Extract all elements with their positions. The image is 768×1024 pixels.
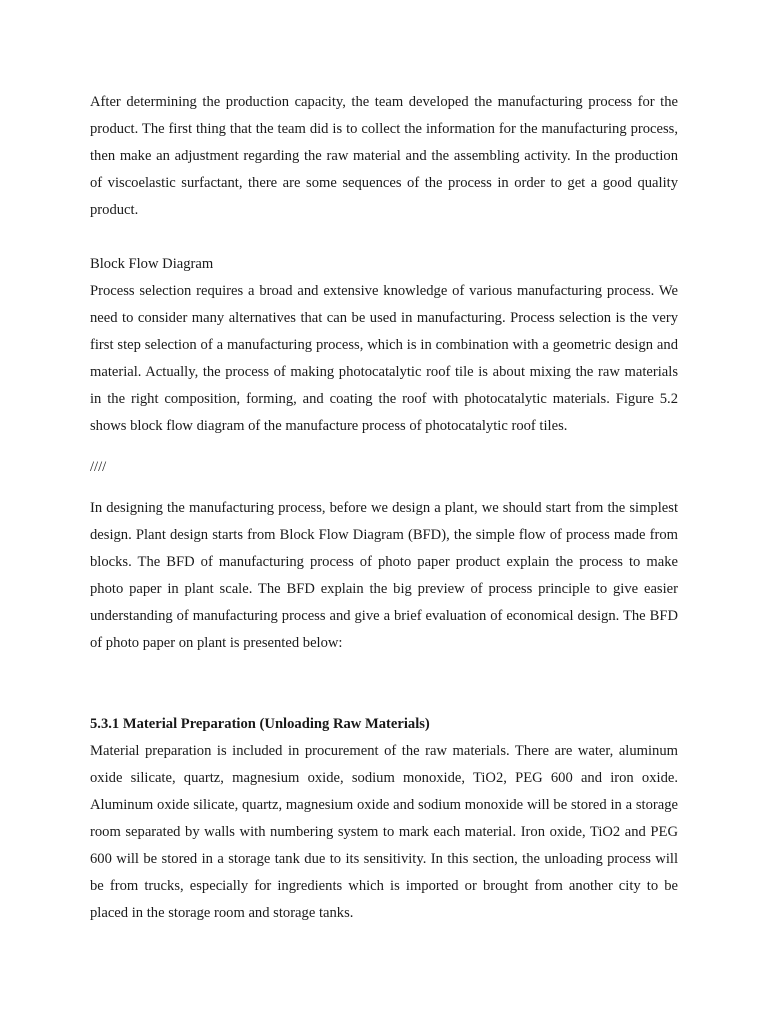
document-page	[90, 89, 678, 927]
material-preparation-paragraph: Material preparation is included in procurement of the raw materials. There are water, aluminum oxide silicate, quartz, magnesium oxide, sodium monoxide, TiO2, PEG 600 and iron oxide. Aluminum oxide silicate, quartz, magnesium oxide and sodium monoxide will be stored in a storage room separated by walls with numbering system to mark each material. Iron oxide, TiO2 and PEG 600 will be stored in a storage tank due to its sensitivity. In this section, the unloading process will be from trucks, especially for ingredients which is imported or brought from another city to be placed in the storage room and storage tanks.	[90, 743, 678, 921]
block-flow-paragraph: Process selection requires a broad and extensive knowledge of various manufacturing process. We need to consider many alternatives that can be used in manufacturing. Process selection is the very first step selection of a manufacturing process, which is in combination with a geometric design and material. Actually, the process of making photocatalytic roof tile is about mixing the raw materials in the right composition, forming, and coating the roof with photocatalytic materials. Figure 5.2 shows block flow diagram of the manufacture process of photocatalytic roof tiles.	[90, 283, 678, 434]
intro-paragraph: After determining the production capacity, the team developed the manufacturing process for the product. The first thing that the team did is to collect the information for the manufacturing process, then make an adjustment regarding the raw material and the assembling activity. In the production of viscoelastic surfactant, there are some sequences of the process in order to get a good quality product.	[90, 94, 678, 218]
section-heading-material-preparation: 5.3.1 Material Preparation (Unloading Raw Materials)	[90, 716, 430, 732]
design-paragraph: In designing the manufacturing process, before we design a plant, we should start from the simplest design. Plant design starts from Block Flow Diagram (BFD), the simple flow of process made from blocks. The BFD of manufacturing process of photo paper product explain the process to make photo paper in plant scale. The BFD explain the big preview of process principle to give easier understanding of manufacturing process and give a brief evaluation of economical design. The BFD of photo paper on plant is presented below:	[90, 500, 678, 651]
block-flow-heading: Block Flow Diagram	[90, 256, 214, 272]
separator-text: ////	[90, 459, 107, 475]
